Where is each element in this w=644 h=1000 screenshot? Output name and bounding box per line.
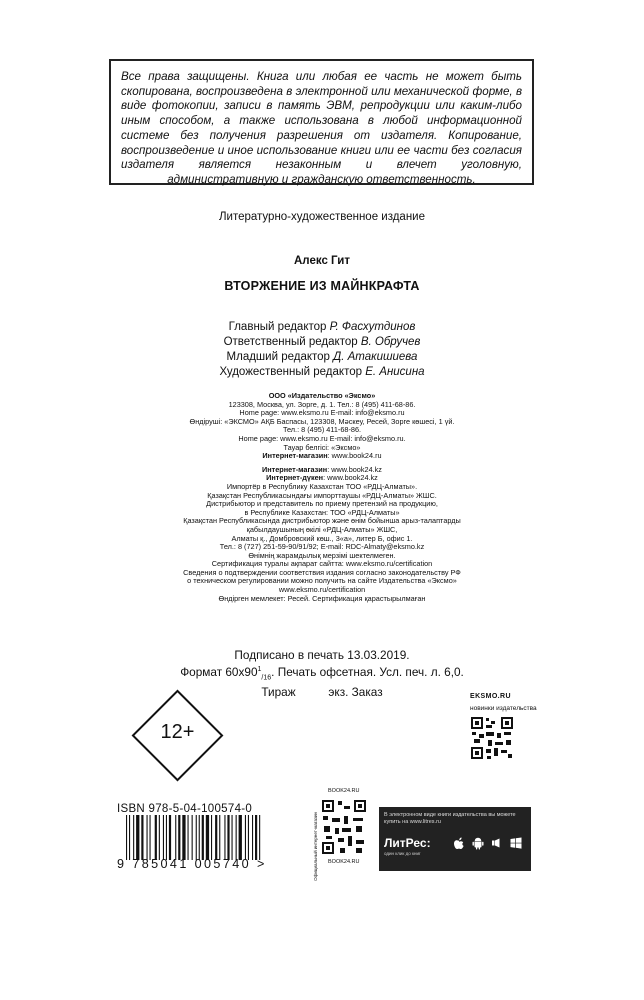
eksmo-subtitle: новинки издательства [470, 705, 537, 712]
pub-line: Home page: www.eksmo.ru E-mail: info@eksmo.ru [239, 408, 405, 418]
pub-line: Алматы қ., Домбровский көш., 3«а», литер Б, офис 1. [231, 533, 413, 543]
pub-line: Тел.: 8 (727) 251-59-90/91/92; E-mail: RDC-Almaty@eksmo.kz [219, 542, 425, 552]
pub-line: в Республике Казахстан: ТОО «РДЦ-Алматы» [244, 507, 400, 517]
litres-tagline: один клик до книг [384, 851, 421, 856]
pub-line: Қазақстан Республикасындағы импорттаушы «РДЦ-Алматы» ЖШС. [207, 490, 437, 500]
staff-line: Ответственный редактор В. Обручев [223, 336, 421, 348]
pub-line: Өндірген мемлекет: Ресей. Сертификация қарастырылмаған [218, 593, 426, 603]
staff-line: Младший редактор Д. Атакишиева [226, 351, 418, 363]
book24-qr-icon[interactable] [320, 798, 368, 856]
print-info [0, 648, 644, 700]
publisher-name: ООО «Издательство «Эксмо» [268, 391, 376, 400]
pub-line: Home page: www.eksmo.ru E-mail: info@eksmo.ru. [238, 433, 406, 443]
pub-line: Дистрибьютор и представитель по приему претензий на продукцию, [206, 499, 438, 509]
litres-text: В электронном виде книги издательства вы можете купить на www.litres.ru [384, 812, 516, 825]
pub-line: Импортёр в Республику Казахстан ТОО «РДЦ-Алматы». [226, 481, 418, 491]
eksmo-site: EKSMO.RU [470, 693, 511, 700]
book24-bottom-label: BOOK24.RU [328, 859, 360, 865]
book-title: ВТОРЖЕНИЕ ИЗ МАЙНКРАФТА [224, 279, 420, 293]
editorial-staff [0, 320, 644, 380]
genre-label: Литературно-художественное издание [218, 211, 426, 223]
isbn-digits: 9 785041 005740 > [117, 857, 267, 871]
pub-line: Сертификация туралы ақпарат сайтта: www.eksmo.ru/certification [211, 559, 433, 569]
windows-phone-icon [490, 836, 504, 850]
copyright-notice: Все права защищены. Книга или любая ее часть не может быть скопирована, воспроизведена в электронной или механической форме, в виде фотокопии, записи в память ЭВМ, репродукции или каким-либо иным способом, а также использована в любой информационной системе без получения разрешения от издателя. Копирование, воспроизведение и иное использование книги или ее части без согласия издателя является незаконным и влечет уголовную, административную и гражданскую ответственность. [121, 70, 522, 186]
book24-label: BOOK24.RU [328, 788, 360, 794]
publisher-info: ООО «Издательство «Эксмо» 123308, Москва, ул. Зорге, д. 1. Тел.: 8 (495) 411-68-86. Home page: www.eksmo.ru E-mail: info@eksmo.ru Өндіруші: «ЭКСМО» АҚБ Баспасы, 123308, Мәскеу, Ресей, Зорге көшесі, 1 үй. Тел.: 8 (495) 411-68-86. Home page: www.eksmo.ru E-mail: info@eksmo.ru. Тауар белгісі: «Эксмо» Интернет-магазин: www.book24.ru Интернет-магазин: www.book24.kz Интернет-дүкен: www.book24.kz Импортёр в Республику Казахстан ТОО «РДЦ-Алматы». Қазақстан Республикасындағы импорттаушы «РДЦ-Алматы» ЖШС. Дистрибьютор и представитель по приему претензий на продукцию, в Республике Казахстан: ТОО «РДЦ-Алматы» Қазақстан Республикасында дистрибьютор және өнім бойынша арыз-талаптарды қабылдаушының өкілі «РДЦ-Алматы» ЖШС, Алматы қ., Домбровский көш., 3«а», литер Б, офис 1. Тел.: 8 (727) 251-59-90/91/92; E-mail: RDC-Almaty@eksmo.kz Өнімнің жарамдылық мерзімі шектелмеген. Сертификация туралы ақпарат сайтта: www.eksmo.ru/certification Сведения о подтверждении соответствия издания согласно законодательству РФ о техническом регулировании можно получить на сайте Издательства «Эксмо» www.eksmo.ru/certification Өндірген мемлекет: Ресей. Сертификация қарастырылмаған [0, 392, 644, 603]
pub-line: 123308, Москва, ул. Зорге, д. 1. Тел.: 8 (495) 411-68-86. [228, 399, 416, 409]
apple-icon [452, 836, 466, 850]
pub-line: www.eksmo.ru/certification [278, 585, 366, 595]
author-name: Алекс Гит [294, 255, 350, 267]
eksmo-qr-icon[interactable] [470, 716, 514, 760]
pub-line: Қазақстан Республикасында дистрибьютор және өнім бойынша арыз-талаптарды [183, 516, 461, 526]
pub-line: Сведения о подтверждении соответствия издания согласно законодательству РФ [183, 567, 461, 577]
pub-line: о техническом регулировании можно получить на сайте Издательства «Эксмо» [187, 576, 457, 586]
windows-icon [509, 836, 523, 850]
circulation: Тираж экз. Заказ [261, 685, 383, 700]
format-line: Формат $60х90^1_{/16}$. Печать офсетная. Усл. печ. л. 6,0. [180, 664, 464, 681]
pub-line: қабылдаушының өкілі «РДЦ-Алматы» ЖШС, [246, 524, 398, 534]
staff-line: Главный редактор Р. Фасхутдинов [228, 321, 416, 333]
age-rating: 12+ [160, 721, 195, 743]
barcode-icon [126, 815, 286, 860]
android-icon [471, 836, 485, 850]
isbn-label: ISBN 978-5-04-100574-0 [117, 803, 253, 815]
signed-date: Подписано в печать 13.03.2019. [234, 648, 410, 662]
pub-line: Тауар белгісі: «Эксмо» [283, 442, 361, 452]
pub-line: Тел.: 8 (495) 411-68-86. [282, 425, 362, 435]
book24-side-text: Официальный интернет-магазин [313, 812, 318, 881]
copyright-box [109, 59, 534, 185]
pub-line: Өнімнің жарамдылық мерзімі шектелмеген. [248, 550, 396, 560]
pub-line: Өндіруші: «ЭКСМО» АҚБ Баспасы, 123308, Мәскеу, Ресей, Зорге көшесі, 1 үй. [189, 416, 455, 426]
litres-logo: ЛитРес: [384, 836, 431, 850]
staff-line: Художественный редактор Е. Анисина [219, 366, 425, 378]
